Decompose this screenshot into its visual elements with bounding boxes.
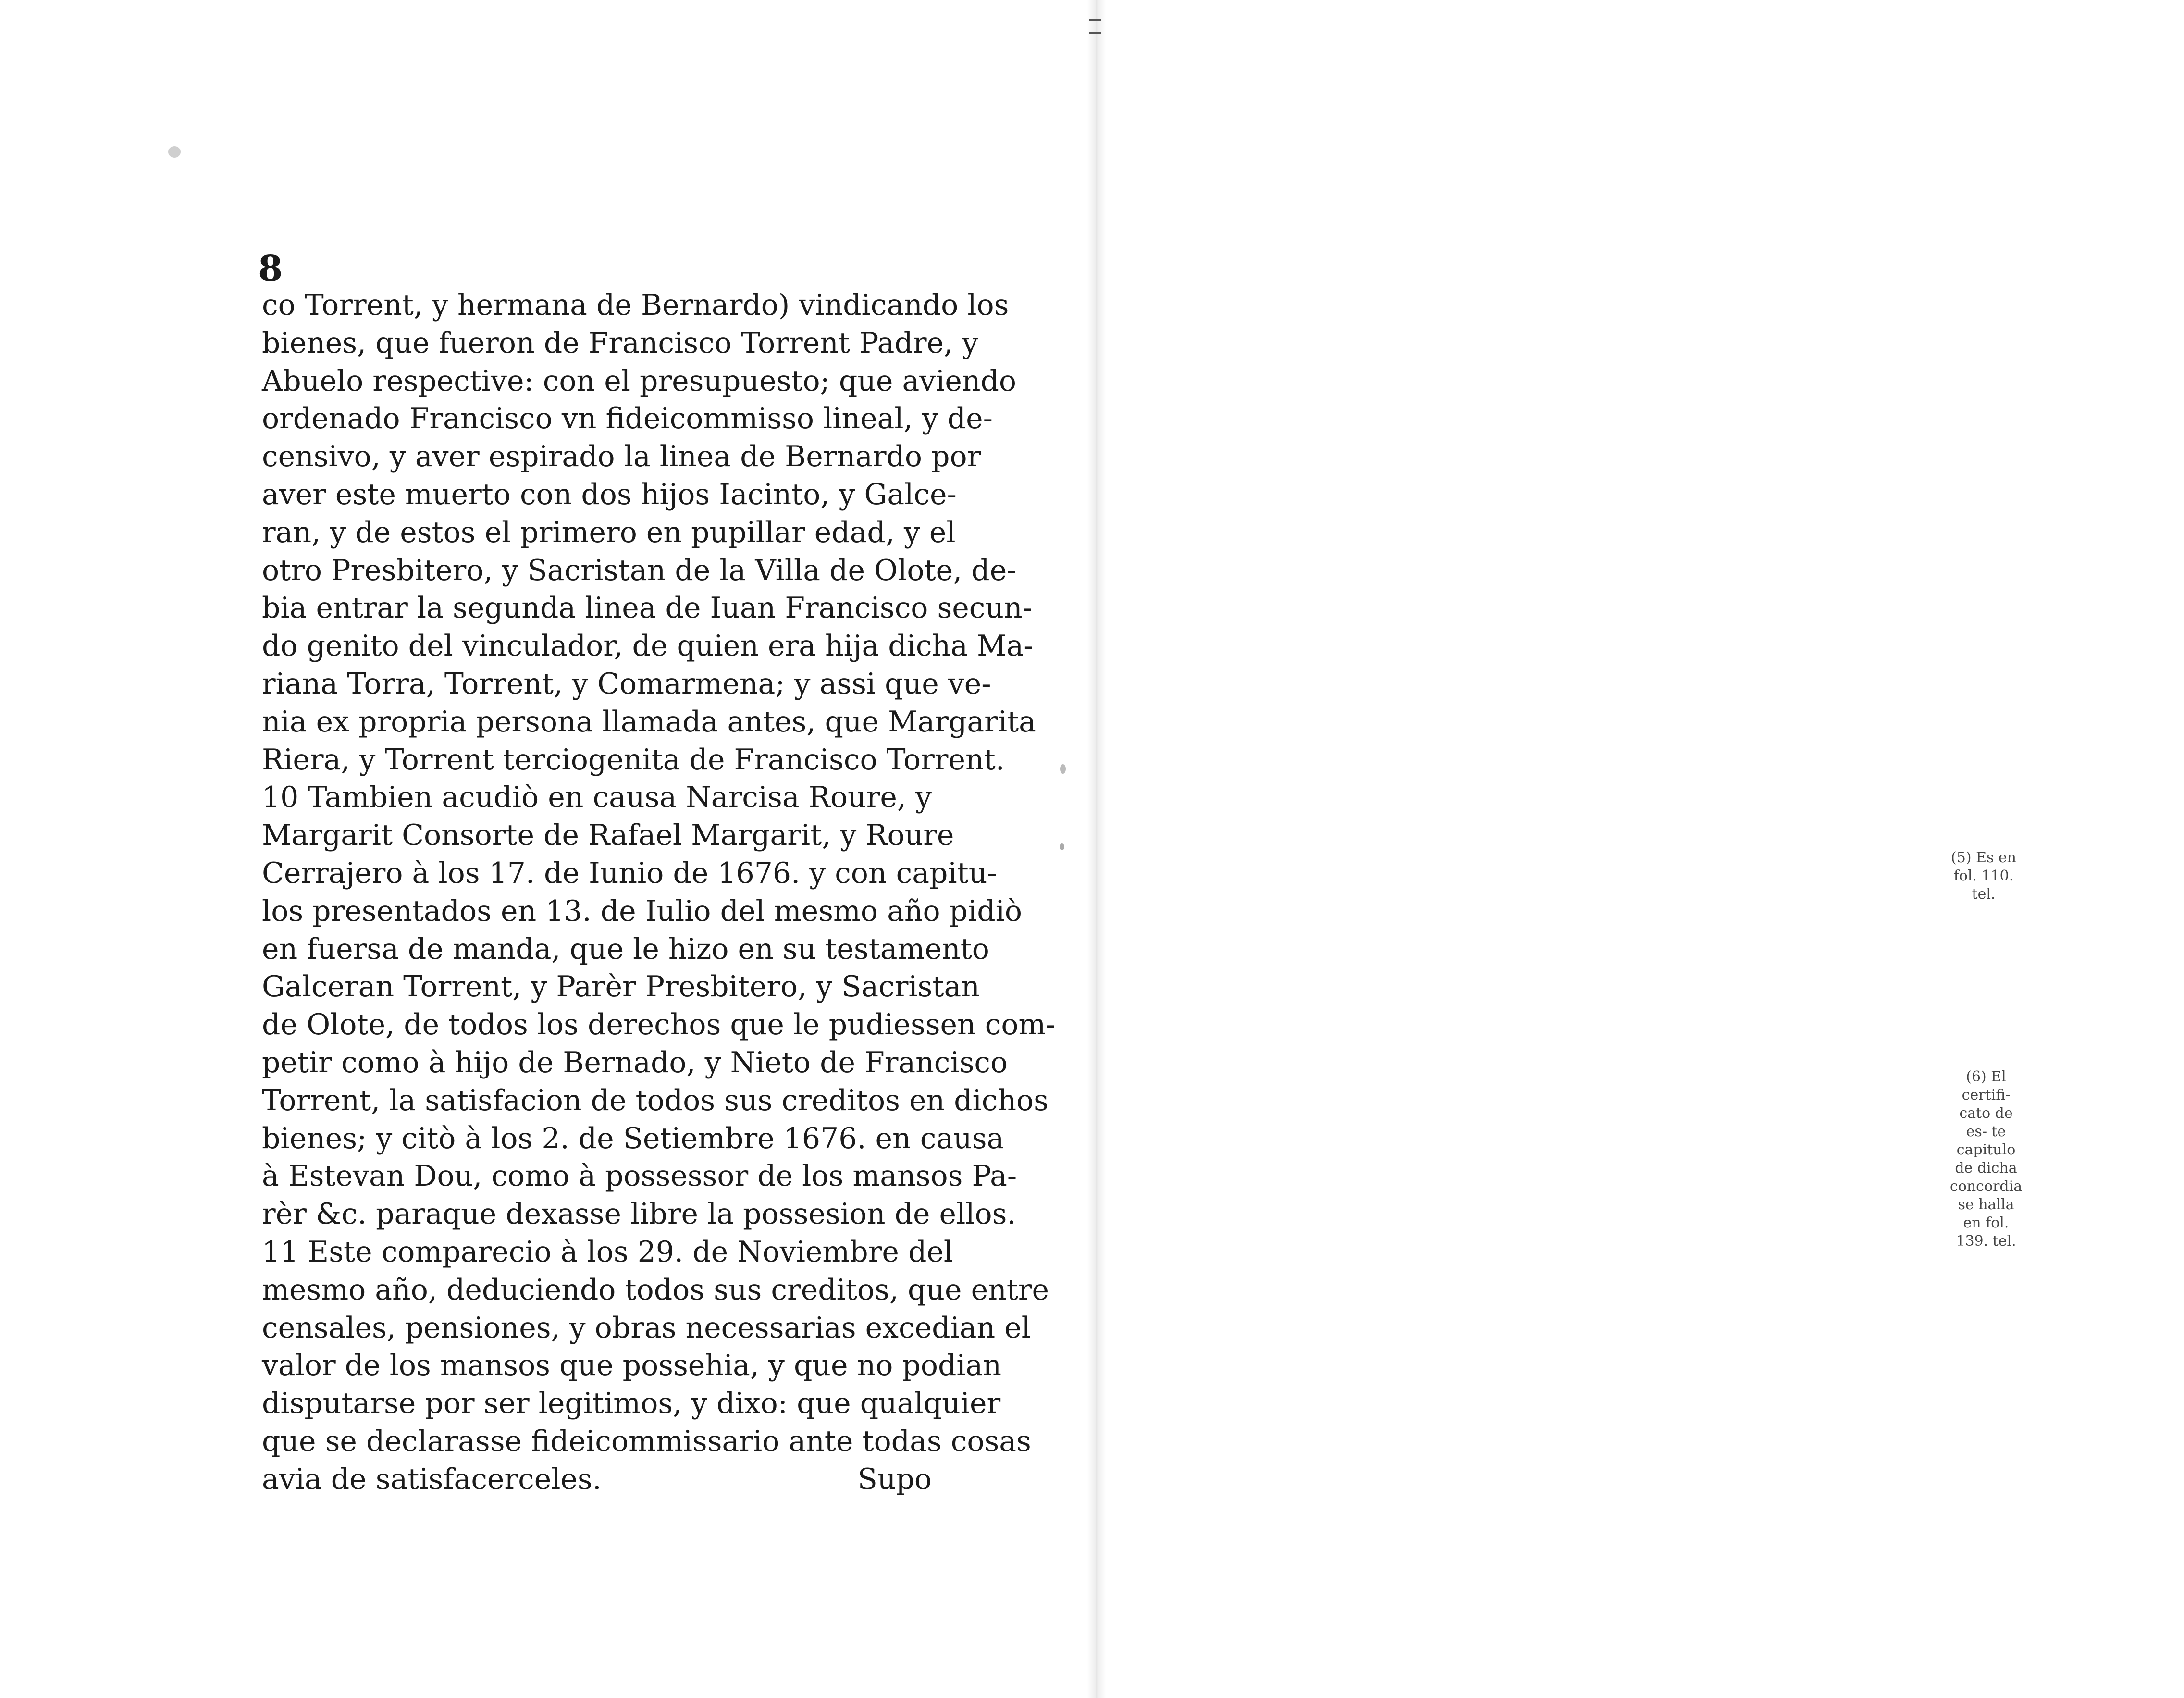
text-line bbox=[262, 1271, 1049, 1309]
text-line bbox=[262, 476, 957, 514]
left-page bbox=[0, 0, 1087, 1698]
text-line bbox=[262, 1233, 953, 1271]
text-line bbox=[262, 930, 989, 968]
gutter-mark bbox=[1089, 32, 1101, 34]
text-line-content: rèr &c. paraque dexasse libre la possesion de ellos. bbox=[262, 1197, 1016, 1231]
text-line bbox=[262, 1385, 1001, 1423]
text-line-content: ran, y de estos el primero en pupillar edad, y el bbox=[262, 515, 956, 549]
text-line bbox=[262, 855, 997, 892]
page-number-left: 8 bbox=[258, 248, 283, 289]
text-line bbox=[262, 589, 1032, 627]
text-line-content: mesmo año, deduciendo todos sus creditos, que entre bbox=[262, 1273, 1049, 1307]
text-line bbox=[262, 665, 991, 703]
text-line-content: avia de satisfacerceles. bbox=[262, 1462, 602, 1496]
text-line-content: de Olote, de todos los derechos que le pudiessen com- bbox=[262, 1008, 1056, 1042]
left-page-text bbox=[262, 286, 1056, 1499]
text-line-content: petir como à hijo de Bernado, y Nieto de Francisco bbox=[262, 1045, 1008, 1079]
text-line bbox=[262, 286, 1009, 324]
text-line bbox=[262, 438, 981, 476]
text-line bbox=[262, 362, 1017, 400]
text-line bbox=[262, 1347, 1001, 1385]
text-line bbox=[262, 741, 1005, 779]
text-line bbox=[262, 1006, 1056, 1044]
text-line bbox=[262, 1423, 1031, 1461]
text-line-content: Torrent, la satisfacion de todos sus creditos en dichos bbox=[262, 1083, 1049, 1117]
text-line-content: Abuelo respective: con el presupuesto; que aviendo bbox=[262, 364, 1017, 398]
ink-smudge bbox=[1060, 764, 1066, 774]
text-line-content: disputarse por ser legitimos, y dixo: que qualquier bbox=[262, 1387, 1001, 1421]
text-line bbox=[262, 968, 980, 1006]
ink-smudge bbox=[1060, 843, 1064, 850]
text-line bbox=[262, 817, 954, 855]
text-line bbox=[262, 1044, 1008, 1082]
text-line-content: valor de los mansos que possehia, y que no podian bbox=[262, 1349, 1001, 1383]
text-line bbox=[262, 1461, 932, 1499]
text-line bbox=[262, 1309, 1031, 1347]
text-line-content: 11 Este comparecio à los 29. de Noviembre del bbox=[262, 1235, 953, 1269]
text-line-content: los presentados en 13. de Iulio del mesmo año pidiò bbox=[262, 894, 1023, 928]
text-line bbox=[262, 1195, 1016, 1233]
text-line-content: co Torrent, y hermana de Bernardo) vindicando los bbox=[262, 288, 1009, 322]
text-line-content: Cerrajero à los 17. de Iunio de 1676. y con capitu- bbox=[262, 856, 997, 890]
text-line bbox=[262, 552, 1017, 590]
gutter-mark bbox=[1089, 19, 1101, 21]
text-line-content: otro Presbitero, y Sacristan de la Villa de Olote, de- bbox=[262, 553, 1017, 587]
text-line bbox=[262, 627, 1034, 665]
text-line-content: aver este muerto con dos hijos Iacinto, y Galce- bbox=[262, 477, 957, 511]
right-page bbox=[1106, 0, 2184, 1698]
text-line-content: bia entrar la segunda linea de Iuan Francisco secun- bbox=[262, 591, 1032, 625]
text-line-content: à Estevan Dou, como à possessor de los mansos Pa- bbox=[262, 1159, 1017, 1193]
text-line bbox=[262, 779, 932, 817]
text-line-content: que se declarasse fideicommissario ante todas cosas bbox=[262, 1424, 1031, 1458]
text-line-content: 10 Tambien acudiò en causa Narcisa Roure, y bbox=[262, 781, 932, 815]
text-line bbox=[262, 400, 993, 438]
text-line bbox=[262, 1082, 1049, 1120]
text-line-content: censivo, y aver espirado la linea de Bernardo por bbox=[262, 440, 981, 474]
ink-smudge bbox=[168, 146, 181, 158]
text-line-content: riana Torra, Torrent, y Comarmena; y assi que ve- bbox=[262, 667, 991, 701]
text-line-content: Margarit Consorte de Rafael Margarit, y Roure bbox=[262, 818, 954, 853]
text-line-content: Riera, y Torrent terciogenita de Francisco Torrent. bbox=[262, 743, 1005, 777]
catchword-left: Supo bbox=[857, 1462, 932, 1496]
text-line-content: censales, pensiones, y obras necessarias excedian el bbox=[262, 1311, 1031, 1345]
text-line bbox=[262, 324, 979, 362]
text-line-content: nia ex propria persona llamada antes, que Margarita bbox=[262, 705, 1036, 739]
text-line-content: Galceran Torrent, y Parèr Presbitero, y Sacristan bbox=[262, 970, 980, 1004]
text-line bbox=[262, 1157, 1017, 1195]
book-gutter bbox=[1087, 0, 1106, 1698]
text-line-content: bienes, que fueron de Francisco Torrent Padre, y bbox=[262, 326, 979, 360]
text-line bbox=[262, 1120, 1004, 1158]
text-line-content: bienes; y citò à los 2. de Setiembre 1676. en causa bbox=[262, 1121, 1004, 1155]
text-line-content: ordenado Francisco vn fideicommisso lineal, y de- bbox=[262, 402, 993, 436]
margin-note-6: (6) El certifi- cato de es- te capitulo de dicha concordia se halla en fol. 139. tel. bbox=[1950, 1068, 2023, 1250]
margin-note-5: (5) Es en fol. 110. tel. bbox=[1951, 849, 2016, 903]
text-line bbox=[262, 514, 956, 552]
text-line bbox=[262, 703, 1036, 741]
text-line-content: en fuersa de manda, que le hizo en su testamento bbox=[262, 932, 989, 966]
text-line-content: do genito del vinculador, de quien era hija dicha Ma- bbox=[262, 629, 1034, 663]
text-line bbox=[262, 892, 1023, 930]
